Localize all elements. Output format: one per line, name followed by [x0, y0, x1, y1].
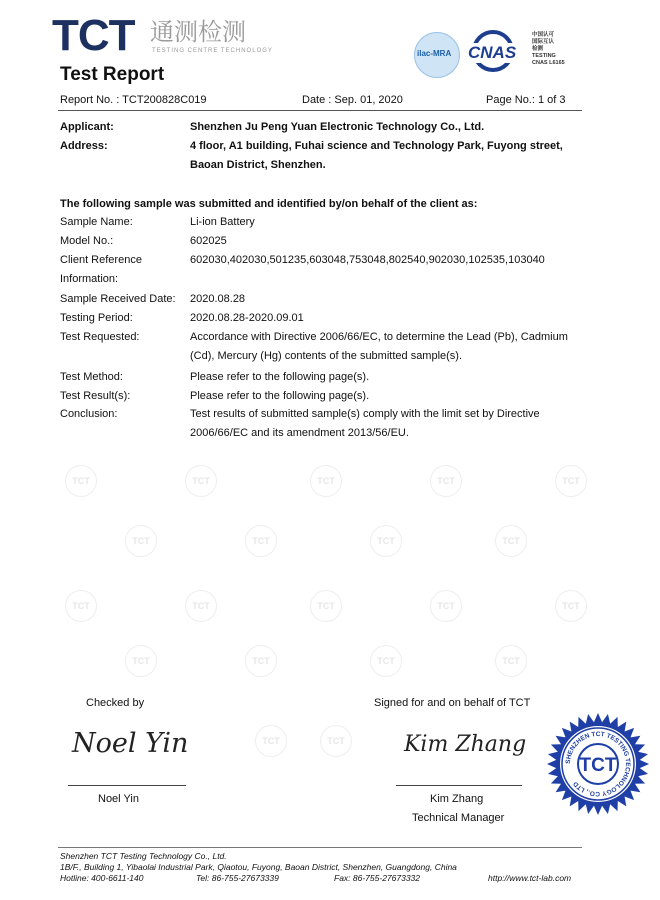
field-value: 602025 — [190, 235, 227, 247]
watermark-tct: TCT — [310, 465, 342, 497]
field-label: Test Requested: — [60, 331, 140, 343]
signed-for-label: Signed for and on behalf of TCT — [374, 697, 531, 709]
checker-signature: Noel Yin — [72, 728, 189, 759]
page-number: Page No.: 1 of 3 — [486, 94, 566, 106]
checker-name: Noel Yin — [98, 793, 139, 805]
watermark-tct: TCT — [255, 725, 287, 757]
field-value: 2006/66/EC and its amendment 2013/56/EU. — [190, 427, 409, 439]
field-value: 2020.08.28 — [190, 293, 246, 305]
sample-heading: The following sample was submitted and identified by/on behalf of the client as: — [60, 198, 478, 210]
tct-logo: TCT — [52, 11, 135, 60]
watermark-tct: TCT — [245, 645, 277, 677]
field-label: Sample Received Date: — [60, 293, 176, 305]
field-label: Client Reference — [60, 254, 142, 266]
watermark-tct: TCT — [310, 590, 342, 622]
field-value: Li-ion Battery — [190, 216, 255, 228]
watermark-tct: TCT — [185, 590, 217, 622]
footer-website[interactable]: http://www.tct-lab.com — [488, 873, 572, 883]
report-date: Date : Sep. 01, 2020 — [302, 94, 403, 106]
address-label: Address: — [60, 140, 108, 152]
watermark-tct: TCT — [430, 590, 462, 622]
report-number: Report No. : TCT200828C019 — [60, 94, 207, 106]
footer-tel: Tel: 86-755-27673339 — [196, 873, 279, 883]
field-value: 602030,402030,501235,603048,753048,802540,902030,102535,103040 — [190, 254, 545, 266]
field-label: Conclusion: — [60, 408, 118, 420]
cnas-accreditation-text: 中国认可 国际互认 检测 TESTING CNAS L6165 — [532, 32, 565, 66]
tct-company-stamp — [546, 712, 650, 816]
watermark-tct: TCT — [555, 465, 587, 497]
ilac-mra-logo: ilac-MRA — [414, 32, 460, 78]
field-value: Test results of submitted sample(s) comply with the limit set by Directive — [190, 408, 540, 420]
signer-signature: Kim Zhang — [404, 732, 527, 757]
watermark-tct: TCT — [245, 525, 277, 557]
watermark-tct: TCT — [430, 465, 462, 497]
cnas-logo: CNAS — [468, 30, 522, 76]
field-label: Test Method: — [60, 371, 123, 383]
watermark-tct: TCT — [125, 525, 157, 557]
signer-name: Kim Zhang — [430, 793, 484, 805]
watermark-tct: TCT — [555, 590, 587, 622]
tct-logo-subtitle: TESTING CENTRE TECHNOLOGY — [152, 48, 273, 54]
address-line2: Baoan District, Shenzhen. — [190, 159, 326, 171]
footer-address: 1B/F., Building 1, Yibaolai Industrial Park, Qiaotou, Fuyong, Baoan District, Shenzhen, Guangdong, China — [60, 862, 457, 872]
svg-text:SHENZHEN TCT TESTING TECHNOLOG: SHENZHEN TCT TESTING TECHNOLOGY CO., LTD — [564, 730, 632, 798]
field-label: Information: — [60, 273, 119, 285]
signer-title: Technical Manager — [412, 812, 505, 824]
field-label: Model No.: — [60, 235, 114, 247]
footer-fax: Fax: 86-755-27673332 — [334, 873, 421, 883]
tct-logo-chinese: 通测检测 — [150, 19, 246, 46]
field-value: Accordance with Directive 2006/66/EC, to determine the Lead (Pb), Cadmium — [190, 331, 568, 343]
footer-company: Shenzhen TCT Testing Technology Co., Ltd. — [60, 851, 227, 861]
field-label: Testing Period: — [60, 312, 133, 324]
svg-text:TCT: TCT — [579, 755, 617, 776]
page-title: Test Report — [60, 64, 165, 85]
address-line1: 4 floor, A1 building, Fuhai science and Technology Park, Fuyong street, — [190, 140, 563, 152]
watermark-tct: TCT — [495, 525, 527, 557]
watermark-tct: TCT — [370, 645, 402, 677]
watermark-tct: TCT — [65, 590, 97, 622]
watermark-tct: TCT — [320, 725, 352, 757]
field-value: Please refer to the following page(s). — [190, 371, 370, 383]
checked-by-label: Checked by — [86, 697, 145, 709]
watermark-tct: TCT — [125, 645, 157, 677]
field-value: 2020.08.28-2020.09.01 — [190, 312, 304, 324]
field-value: Please refer to the following page(s). — [190, 390, 370, 402]
watermark-tct: TCT — [185, 465, 217, 497]
applicant-value: Shenzhen Ju Peng Yuan Electronic Technology Co., Ltd. — [190, 121, 485, 133]
applicant-label: Applicant: — [60, 121, 114, 133]
watermark-tct: TCT — [65, 465, 97, 497]
field-label: Sample Name: — [60, 216, 133, 228]
watermark-tct: TCT — [370, 525, 402, 557]
watermark-tct: TCT — [495, 645, 527, 677]
field-value: (Cd), Mercury (Hg) contents of the submitted sample(s). — [190, 350, 463, 362]
footer-hotline: Hotline: 400-6611-140 — [60, 873, 144, 883]
field-label: Test Result(s): — [60, 390, 131, 402]
